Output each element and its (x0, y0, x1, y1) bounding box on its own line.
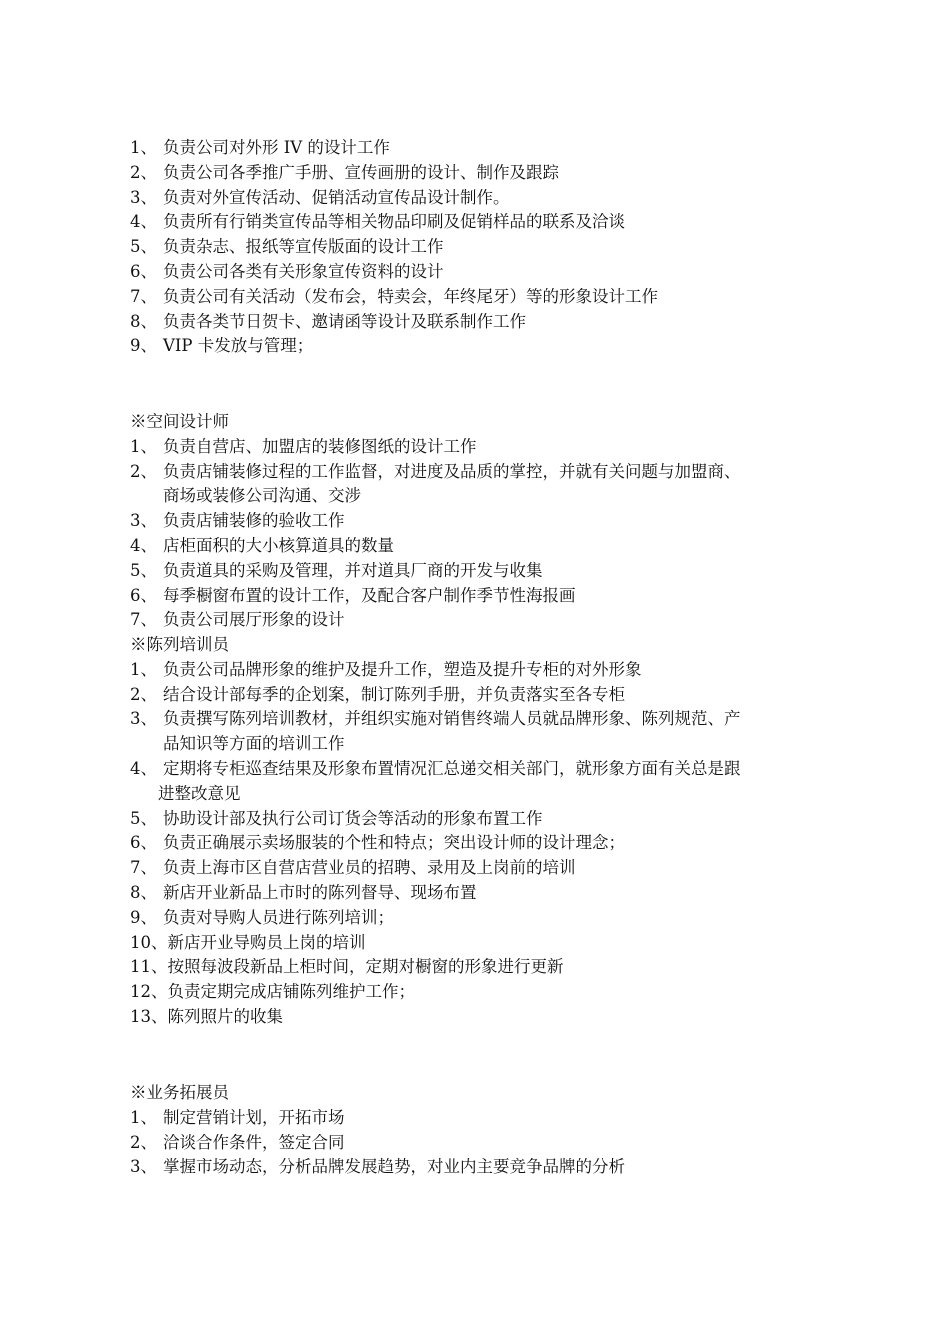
list-item: 1、 制定营销计划，开拓市场 (130, 1107, 345, 1127)
list-item: 8、 负责各类节日贺卡、邀请函等设计及联系制作工作 (130, 311, 526, 331)
list-item: 4、 店柜面积的大小核算道具的数量 (130, 535, 394, 555)
list-item-continuation: 进整改意见 (158, 783, 241, 803)
list-item: 3、 负责店铺装修的验收工作 (130, 511, 345, 531)
section-space-designer (130, 410, 860, 633)
list-item: 1、 负责公司对外形 IV 的设计工作 (130, 138, 390, 157)
list-item: 6、 负责公司各类有关形象宣传资料的设计 (130, 261, 444, 281)
list-item: 5、 负责道具的采购及管理，并对道具厂商的开发与收集 (130, 560, 543, 580)
list-item: 2、 负责公司各季推广手册、宣传画册的设计、制作及跟踪 (130, 162, 559, 182)
list-item: 5、 负责杂志、报纸等宣传版面的设计工作 (130, 237, 444, 257)
list-item: 11、按照每波段新品上柜时间，定期对橱窗的形象进行更新 (130, 957, 564, 977)
list-item: 1、 负责公司品牌形象的维护及提升工作，塑造及提升专柜的对外形象 (130, 659, 642, 679)
list-item: 3、 负责对外宣传活动、促销活动宣传品设计制作。 (130, 187, 510, 207)
list-item: 5、 协助设计部及执行公司订货会等活动的形象布置工作 (130, 808, 543, 828)
list-item: 3、 掌握市场动态，分析品牌发展趋势，对业内主要竞争品牌的分析 (130, 1157, 625, 1177)
section-heading: ※空间设计师 (130, 412, 229, 431)
list-item: 7、 负责公司有关活动（发布会，特卖会，年终尾牙）等的形象设计工作 (130, 286, 658, 306)
section-heading: ※业务拓展员 (130, 1083, 229, 1102)
list-item: 6、 每季橱窗布置的设计工作，及配合客户制作季节性海报画 (130, 585, 576, 605)
list-item: 2、 结合设计部每季的企划案，制订陈列手册，并负责落实至各专柜 (130, 684, 625, 704)
list-item: 1、 负责自营店、加盟店的装修图纸的设计工作 (130, 436, 477, 456)
section-business-development (130, 1081, 860, 1180)
list-item: 9、 VIP 卡发放与管理； (130, 336, 314, 356)
list-item-continuation: 品知识等方面的培训工作 (163, 734, 345, 754)
list-item: 2、 洽谈合作条件，签定合同 (130, 1132, 345, 1152)
list-item-continuation: 商场或装修公司沟通、交涉 (163, 486, 361, 506)
list-item: 7、 负责上海市区自营店营业员的招聘、录用及上岗前的培训 (130, 858, 576, 878)
list-item: 6、 负责正确展示卖场服装的个性和特点；突出设计师的设计理念； (130, 833, 625, 853)
list-item: 7、 负责公司展厅形象的设计 (130, 610, 345, 630)
list-item: 4、 负责所有行销类宣传品等相关物品印刷及促销样品的联系及洽谈 (130, 212, 625, 232)
section-display-trainer (130, 633, 860, 1030)
section-heading: ※陈列培训员 (130, 635, 229, 654)
list-item: 4、 定期将专柜巡查结果及形象布置情况汇总递交相关部门，就形象方面有关总是跟 (130, 758, 741, 778)
list-item: 13、陈列照片的收集 (130, 1006, 283, 1026)
list-item: 12、负责定期完成店铺陈列维护工作； (130, 982, 415, 1002)
section-design-duties (130, 136, 860, 359)
list-item: 9、 负责对导购人员进行陈列培训； (130, 907, 394, 927)
list-item: 2、 负责店铺装修过程的工作监督，对进度及品质的掌控，并就有关问题与加盟商、 (130, 461, 741, 481)
list-item: 8、 新店开业新品上市时的陈列督导、现场布置 (130, 882, 477, 902)
list-item: 3、 负责撰写陈列培训教材，并组织实施对销售终端人员就品牌形象、陈列规范、产 (130, 709, 741, 729)
list-item: 10、新店开业导购员上岗的培训 (130, 932, 366, 952)
